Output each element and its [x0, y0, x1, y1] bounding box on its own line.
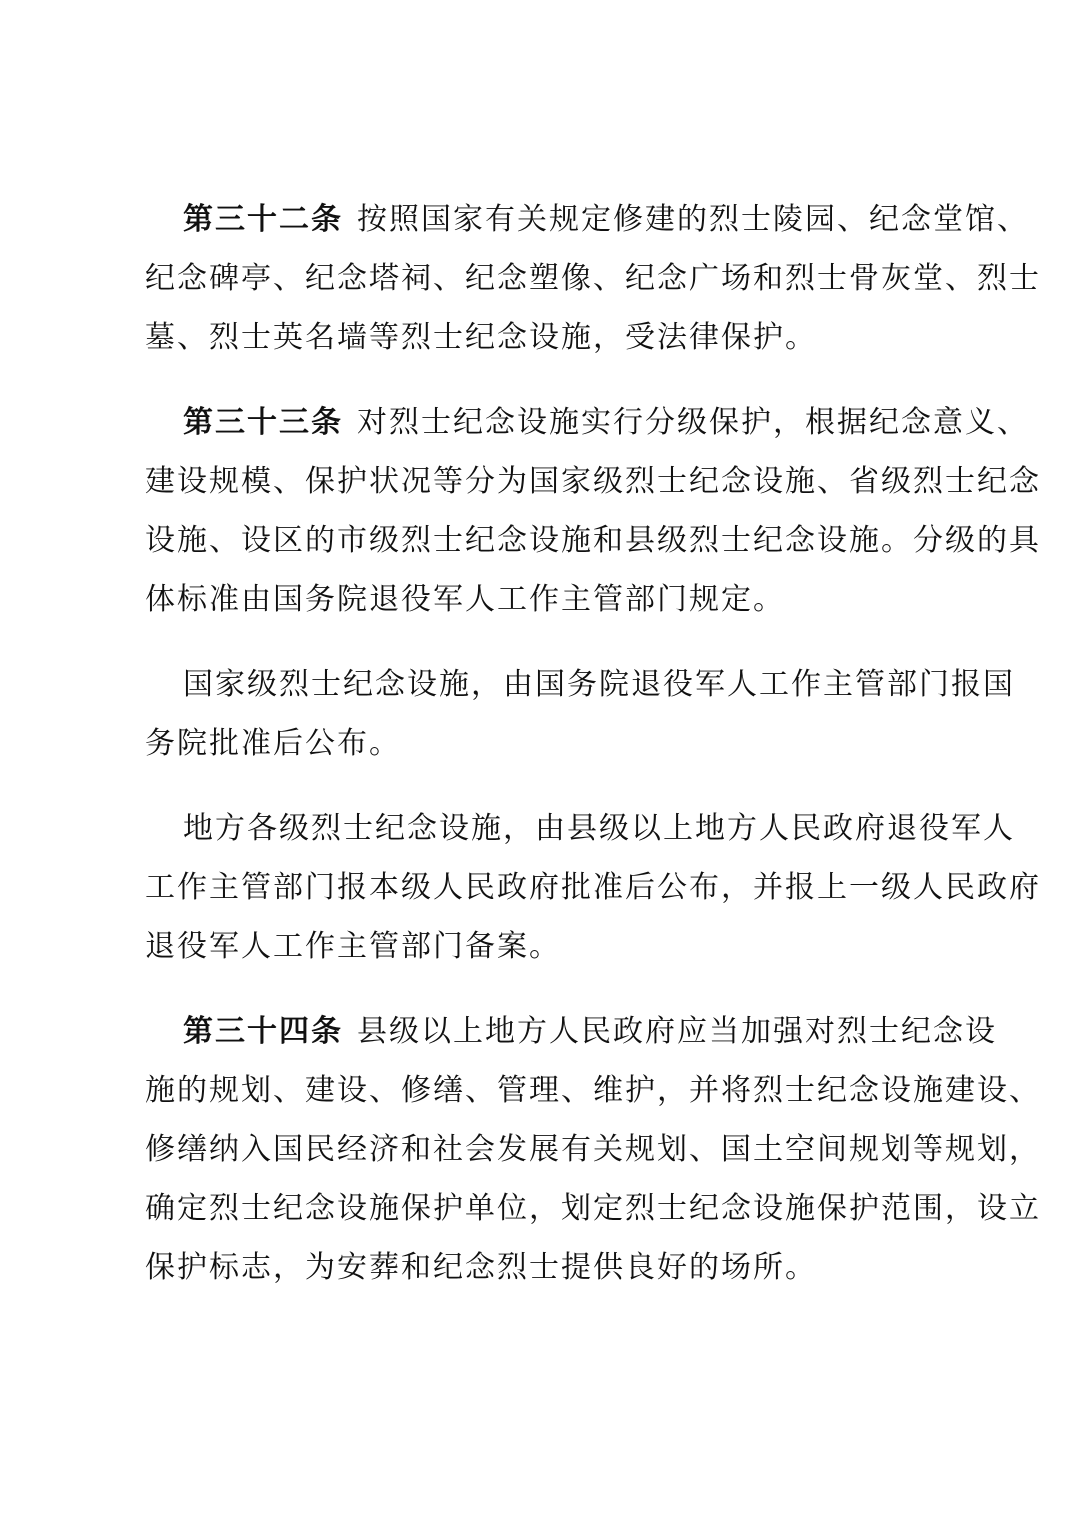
paragraph-line: 修缮纳入国民经济和社会发展有关规划、国土空间规划等规划，	[145, 1132, 1041, 1167]
article-33	[145, 393, 1041, 629]
article-heading: 第三十二条	[183, 202, 343, 237]
article-34	[145, 1002, 1041, 1297]
paragraph-line: 地方各级烈士纪念设施，由县级以上地方人民政府退役军人	[183, 811, 1015, 846]
article-heading: 第三十三条	[183, 405, 343, 440]
document-page	[145, 190, 1041, 1323]
paragraph-line: 确定烈士纪念设施保护单位，划定烈士纪念设施保护范围，设立	[145, 1191, 1041, 1226]
paragraph-line	[145, 393, 1029, 452]
paragraph-line: 纪念碑亭、纪念塔祠、纪念塑像、纪念广场和烈士骨灰堂、烈士	[145, 261, 1041, 296]
line-text: 县级以上地方人民政府应当加强对烈士纪念设	[357, 1014, 997, 1049]
paragraph-line	[145, 190, 1029, 249]
paragraph-national-level	[145, 655, 1015, 773]
paragraph-line: 体标准由国务院退役军人工作主管部门规定。	[145, 582, 785, 617]
paragraph-line: 墓、烈士英名墙等烈士纪念设施，受法律保护。	[145, 320, 817, 355]
paragraph-line	[145, 1002, 997, 1061]
paragraph-line: 国家级烈士纪念设施，由国务院退役军人工作主管部门报国	[183, 667, 1015, 702]
article-heading: 第三十四条	[183, 1014, 343, 1049]
paragraph-line: 保护标志，为安葬和纪念烈士提供良好的场所。	[145, 1250, 817, 1285]
paragraph-line: 建设规模、保护状况等分为国家级烈士纪念设施、省级烈士纪念	[145, 464, 1041, 499]
line-text: 按照国家有关规定修建的烈士陵园、纪念堂馆、	[357, 202, 1029, 237]
paragraph-line: 退役军人工作主管部门备案。	[145, 929, 561, 964]
paragraph-line: 设施、设区的市级烈士纪念设施和县级烈士纪念设施。分级的具	[145, 523, 1041, 558]
paragraph-line: 施的规划、建设、修缮、管理、维护，并将烈士纪念设施建设、	[145, 1073, 1041, 1108]
line-text: 对烈士纪念设施实行分级保护，根据纪念意义、	[357, 405, 1029, 440]
paragraph-line: 工作主管部门报本级人民政府批准后公布，并报上一级人民政府	[145, 870, 1041, 905]
paragraph-local-levels	[145, 799, 1041, 976]
paragraph-line: 务院批准后公布。	[145, 726, 401, 761]
article-32	[145, 190, 1041, 367]
